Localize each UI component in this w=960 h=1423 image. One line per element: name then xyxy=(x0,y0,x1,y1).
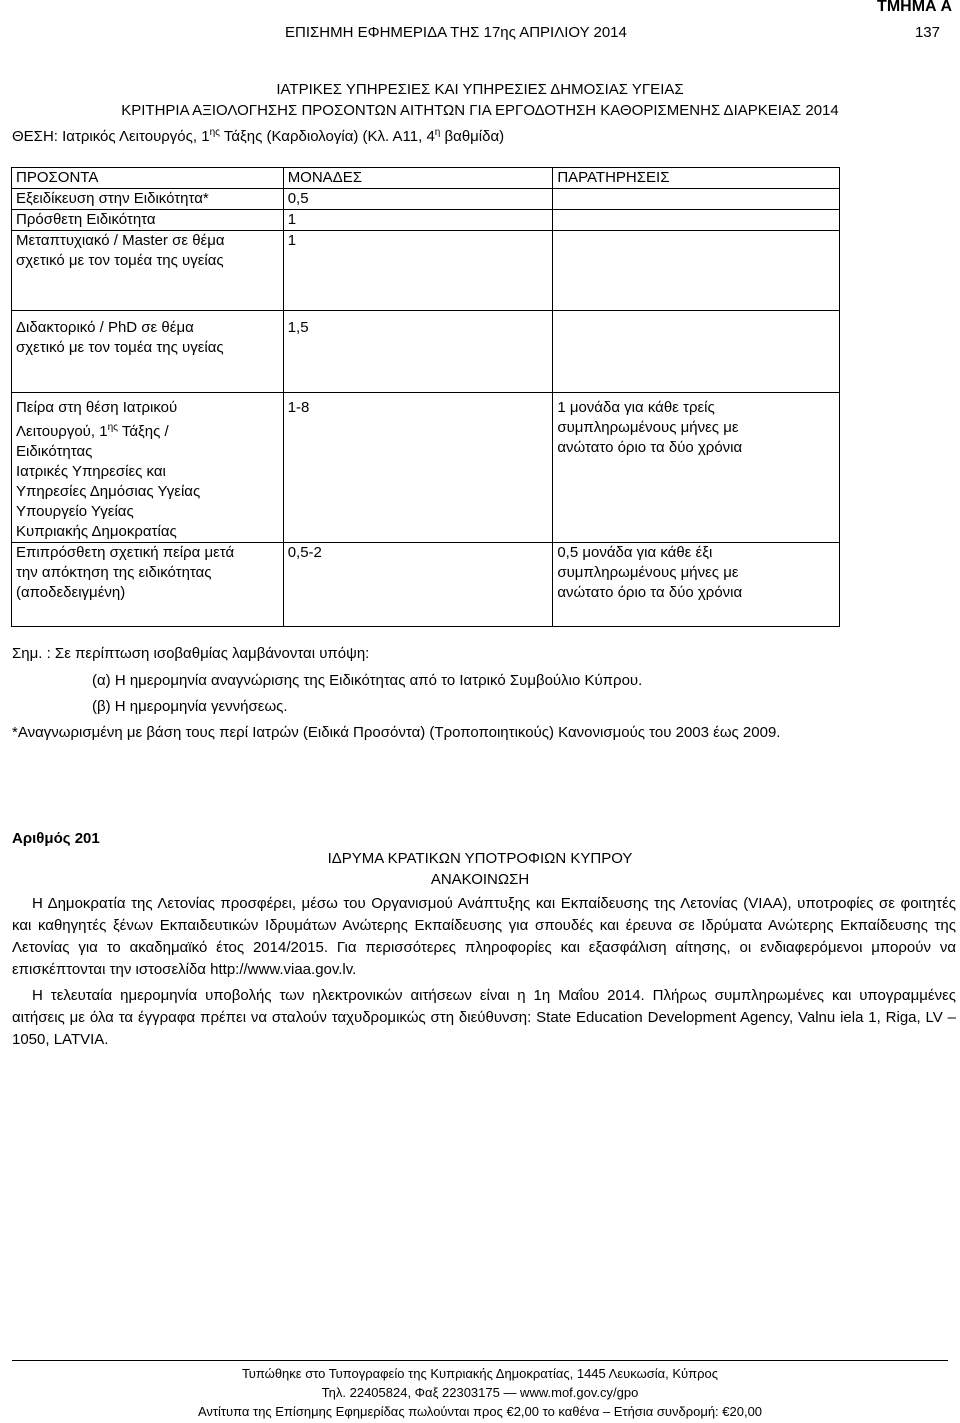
table-row xyxy=(12,311,840,393)
department-title: ΙΑΤΡΙΚΕΣ ΥΠΗΡΕΣΙΕΣ ΚΑΙ ΥΠΗΡΕΣΙΕΣ ΔΗΜΟΣΙΑΣ ΥΓΕΙΑΣ xyxy=(276,81,684,98)
tie-break-note: Σημ. : Σε περίπτωση ισοβαθμίας λαμβάνονται υπόψη: xyxy=(12,645,370,662)
criterion-cell: Διδακτορικό / PhD σε θέμα σχετικό με τον τομέα της υγείας xyxy=(12,311,284,393)
column-header: ΠΡΟΣΟΝΤΑ xyxy=(12,168,284,189)
gazette-title: ΕΠΙΣΗΜΗ ΕΦΗΜΕΡΙΔΑ ΤΗΣ 17ης ΑΠΡΙΛΙΟΥ 2014 xyxy=(285,24,627,41)
criterion-cell: Πείρα στη θέση Ιατρικού Λειτουργού, $1^{\eta\varsigma}$ Τάξης / Ειδικότητας Ιατρικές Υπηρεσίες και Υπηρεσίες Δημόσιας Υγείας Υπουργείο Υγείας Κυπριακής Δημοκρατίας xyxy=(12,393,284,543)
table-row xyxy=(12,231,840,311)
announcement-paragraph: Η Δημοκρατία της Λετονίας προσφέρει, μέσω του Οργανισμού Ανάπτυξης και Εκπαίδευσης της Λετονίας (VIAA), υποτροφίες σε φοιτητές και καθηγητές ξένων Εκπαιδευτικών Ιδρυμάτων Ανώτερης Εκπαίδευσης για σπουδές και έρευνα σε Ιδρύματα Ανώτερης Εκπαίδευσης της Λετονίας για το ακαδημαϊκό έτος 2014/2015. Για περισσότερες πληροφορίες και εξασφάλιση αίτησης, οι ενδιαφερόμενοι μπορούν να επισκέπτονται την ιστοσελίδα http://www.viaa.gov.lv. xyxy=(12,895,956,978)
announcement-paragraph: Η τελευταία ημερομηνία υποβολής των ηλεκτρονικών αιτήσεων είναι η 1η Μαΐου 2014. Πλήρως συμπληρωμένες και υπογραμμένες αιτήσεις με όλα τα έγγραφα πρέπει να σταλούν ταχυδρομικώς στη διεύθυνση: State Education Development Agency, Valnu iela 1, Riga, LV – 1050, LATVIA. xyxy=(12,987,956,1048)
page-number: 137 xyxy=(914,24,940,41)
remarks-cell: 1 μονάδα για κάθε τρείς συμπληρωμένους μήνες με ανώτατο όριο τα δύο χρόνια xyxy=(553,393,840,543)
note-item-a: (α) Η ημερομηνία αναγνώρισης της Ειδικότητας από το Ιατρικό Συμβούλιο Κύπρου. xyxy=(92,672,643,689)
units-cell: 0,5-2 xyxy=(283,543,553,627)
remarks-cell xyxy=(553,189,840,210)
criterion-cell: Εξειδίκευση στην Ειδικότητα* xyxy=(12,189,284,210)
criterion-cell: Μεταπτυχιακό / Master σε θέμα σχετικό με τον τομέα της υγείας xyxy=(12,231,284,311)
remarks-cell: 0,5 μονάδα για κάθε έξι συμπληρωμένους μήνες με ανώτατο όριο τα δύο χρόνια xyxy=(553,543,840,627)
table-header-row xyxy=(12,168,840,189)
column-header: ΠΑΡΑΤΗΡΗΣΕΙΣ xyxy=(553,168,840,189)
units-cell: 1,5 xyxy=(283,311,553,393)
criterion-cell: Πρόσθετη Ειδικότητα xyxy=(12,210,284,231)
footer-divider xyxy=(12,1360,948,1361)
table-row xyxy=(12,210,840,231)
table-row xyxy=(12,393,840,543)
remarks-cell xyxy=(553,231,840,311)
announcement-number: Αριθμός 201 xyxy=(12,830,100,847)
table-row xyxy=(12,189,840,210)
units-cell: 1-8 xyxy=(283,393,553,543)
table-row xyxy=(12,543,840,627)
criteria-title: ΚΡΙΤΗΡΙΑ ΑΞΙΟΛΟΓΗΣΗΣ ΠΡΟΣΟΝΤΩΝ ΑΙΤΗΤΩΝ ΓΙΑ ΕΡΓΟΔΟΤΗΣΗ ΚΑΘΟΡΙΣΜΕΝΗΣ ΔΙΑΡΚΕΙΑΣ 2014 xyxy=(121,102,839,119)
section-label: ΤΜΗΜΑ Α xyxy=(877,0,952,15)
criterion-cell: Επιπρόσθετη σχετική πείρα μετά την απόκτηση της ειδικότητας (αποδεδειγμένη) xyxy=(12,543,284,627)
footer-price: Αντίτυπα της Επίσημης Εφημερίδας πωλούνται προς €2,00 το καθένα – Ετήσια συνδρομή: €20,00 xyxy=(197,1404,763,1419)
organization-title: ΙΔΡΥΜΑ ΚΡΑΤΙΚΩΝ ΥΠΟΤΡΟΦΙΩΝ ΚΥΠΡΟΥ xyxy=(327,850,633,867)
criteria-table xyxy=(11,167,840,627)
footer-contact: Τηλ. 22405824, Φαξ 22303175 — www.mof.gov.cy/gpo xyxy=(321,1385,639,1400)
units-cell: 0,5 xyxy=(283,189,553,210)
remarks-cell xyxy=(553,311,840,393)
footer-printer: Τυπώθηκε στο Τυπογραφείο της Κυπριακής Δημοκρατίας, 1445 Λευκωσία, Κύπρος xyxy=(241,1366,719,1381)
position-title: ΘΕΣΗ: Ιατρικός Λειτουργός, $1^{\eta\varsigma}$ Τάξης (Καρδιολογία) (Κλ. Α11, $4^\eta$ βαθμίδα) xyxy=(12,127,505,145)
note-item-b: (β) Η ημερομηνία γεννήσεως. xyxy=(92,698,288,715)
remarks-cell xyxy=(553,210,840,231)
units-cell: 1 xyxy=(283,210,553,231)
footnote-asterisk: *Αναγνωρισμένη με βάση τους περί Ιατρών (Ειδικά Προσόντα) (Τροποποιητικούς) Κανονισμούς του 2003 έως 2009. xyxy=(12,724,781,741)
units-cell: 1 xyxy=(283,231,553,311)
column-header: ΜΟΝΑΔΕΣ xyxy=(283,168,553,189)
announcement-heading: ΑΝΑΚΟΙΝΩΣΗ xyxy=(430,871,530,888)
